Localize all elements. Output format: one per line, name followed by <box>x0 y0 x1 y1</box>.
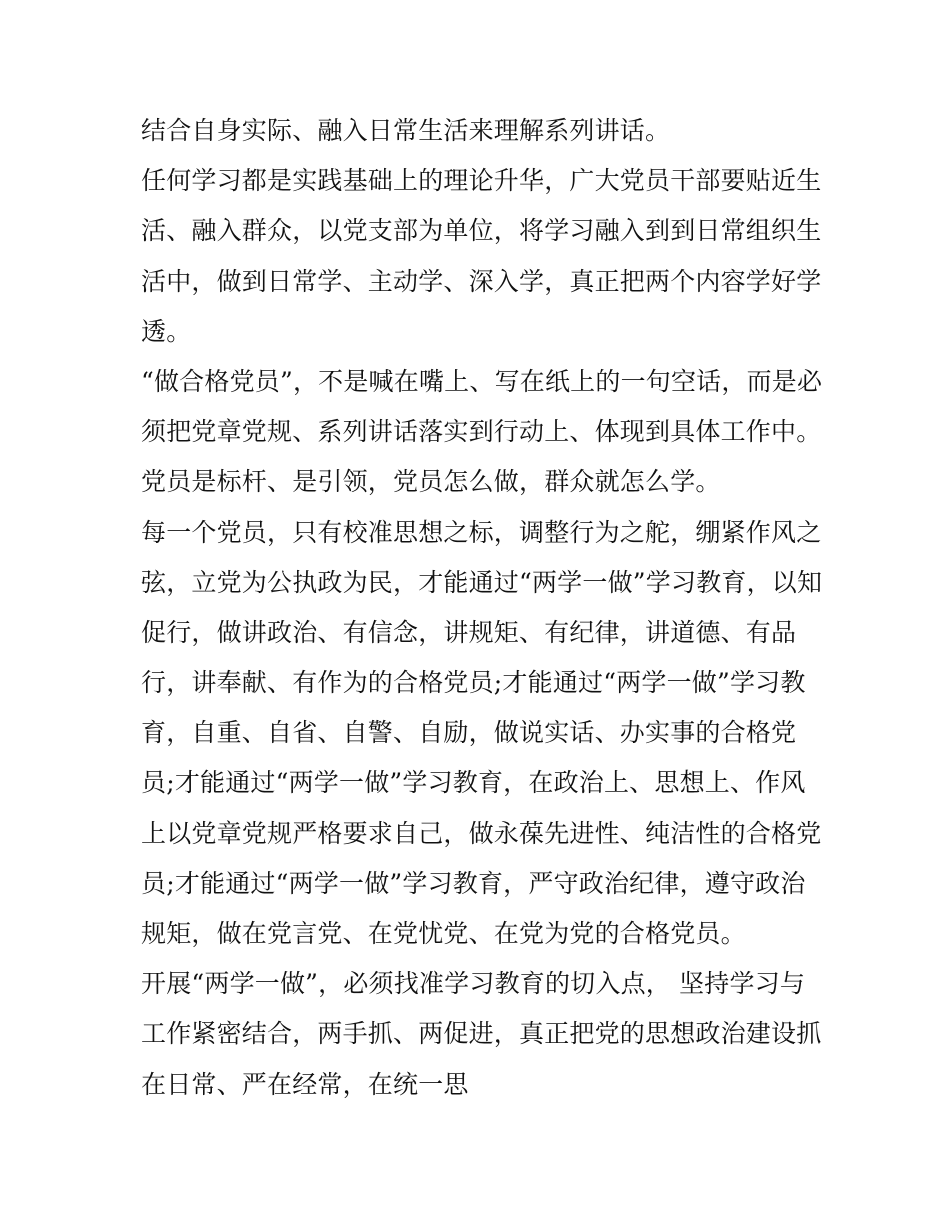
text-line: 任何学习都是实践基础上的理论升华，广大党员干部要贴近生 <box>141 166 822 196</box>
text-line: 工作紧密结合，两手抓、两促进，真正把党的思想政治建设抓 <box>141 1019 822 1049</box>
text-line: 须把党章党规、系列讲话落实到行动上、体现到具体工作中。 <box>141 417 822 447</box>
document-body <box>141 106 821 1110</box>
text-line: “做合格党员”，不是喊在嘴上、写在纸上的一句空话，而是必 <box>141 366 823 396</box>
text-line: 员;才能通过“两学一做”学习教育，严守政治纪律，遵守政治 <box>141 868 806 898</box>
text-line: 在日常、严在经常，在统一思 <box>141 1069 469 1099</box>
text-line: 行，讲奉献、有作为的合格党员;才能通过“两学一做”学习教 <box>141 668 806 698</box>
text-line: 透。 <box>141 316 192 346</box>
text-line: 活中，做到日常学、主动学、深入学，真正把两个内容学好学 <box>141 266 822 296</box>
text-line: 党员是标杆、是引领，党员怎么做，群众就怎么学。 <box>141 467 721 497</box>
text-line: 上以党章党规严格要求自己，做永葆先进性、纯洁性的合格党 <box>141 818 822 848</box>
text-line: 规矩，做在党言党、在党忧党、在党为党的合格党员。 <box>141 919 746 948</box>
text-line: 每一个党员，只有校准思想之标，调整行为之舵，绷紧作风之 <box>141 517 822 547</box>
text-line: 促行，做讲政治、有信念，讲规矩、有纪律，讲道德、有品 <box>141 617 797 647</box>
text-line: 员;才能通过“两学一做”学习教育，在政治上、思想上、作风 <box>141 768 806 798</box>
text-line: 弦，立党为公执政为民，才能通过“两学一做”学习教育，以知 <box>141 567 823 597</box>
text-line: 开展“两学一做”，必须找准学习教育的切入点， 坚持学习与 <box>141 969 806 999</box>
text-line: 结合自身实际、融入日常生活来理解系列讲话。 <box>141 116 671 145</box>
text-line: 育，自重、自省、自警、自励，做说实话、办实事的合格党 <box>141 718 797 748</box>
text-line: 活、融入群众，以党支部为单位，将学习融入到到日常组织生 <box>141 216 822 246</box>
